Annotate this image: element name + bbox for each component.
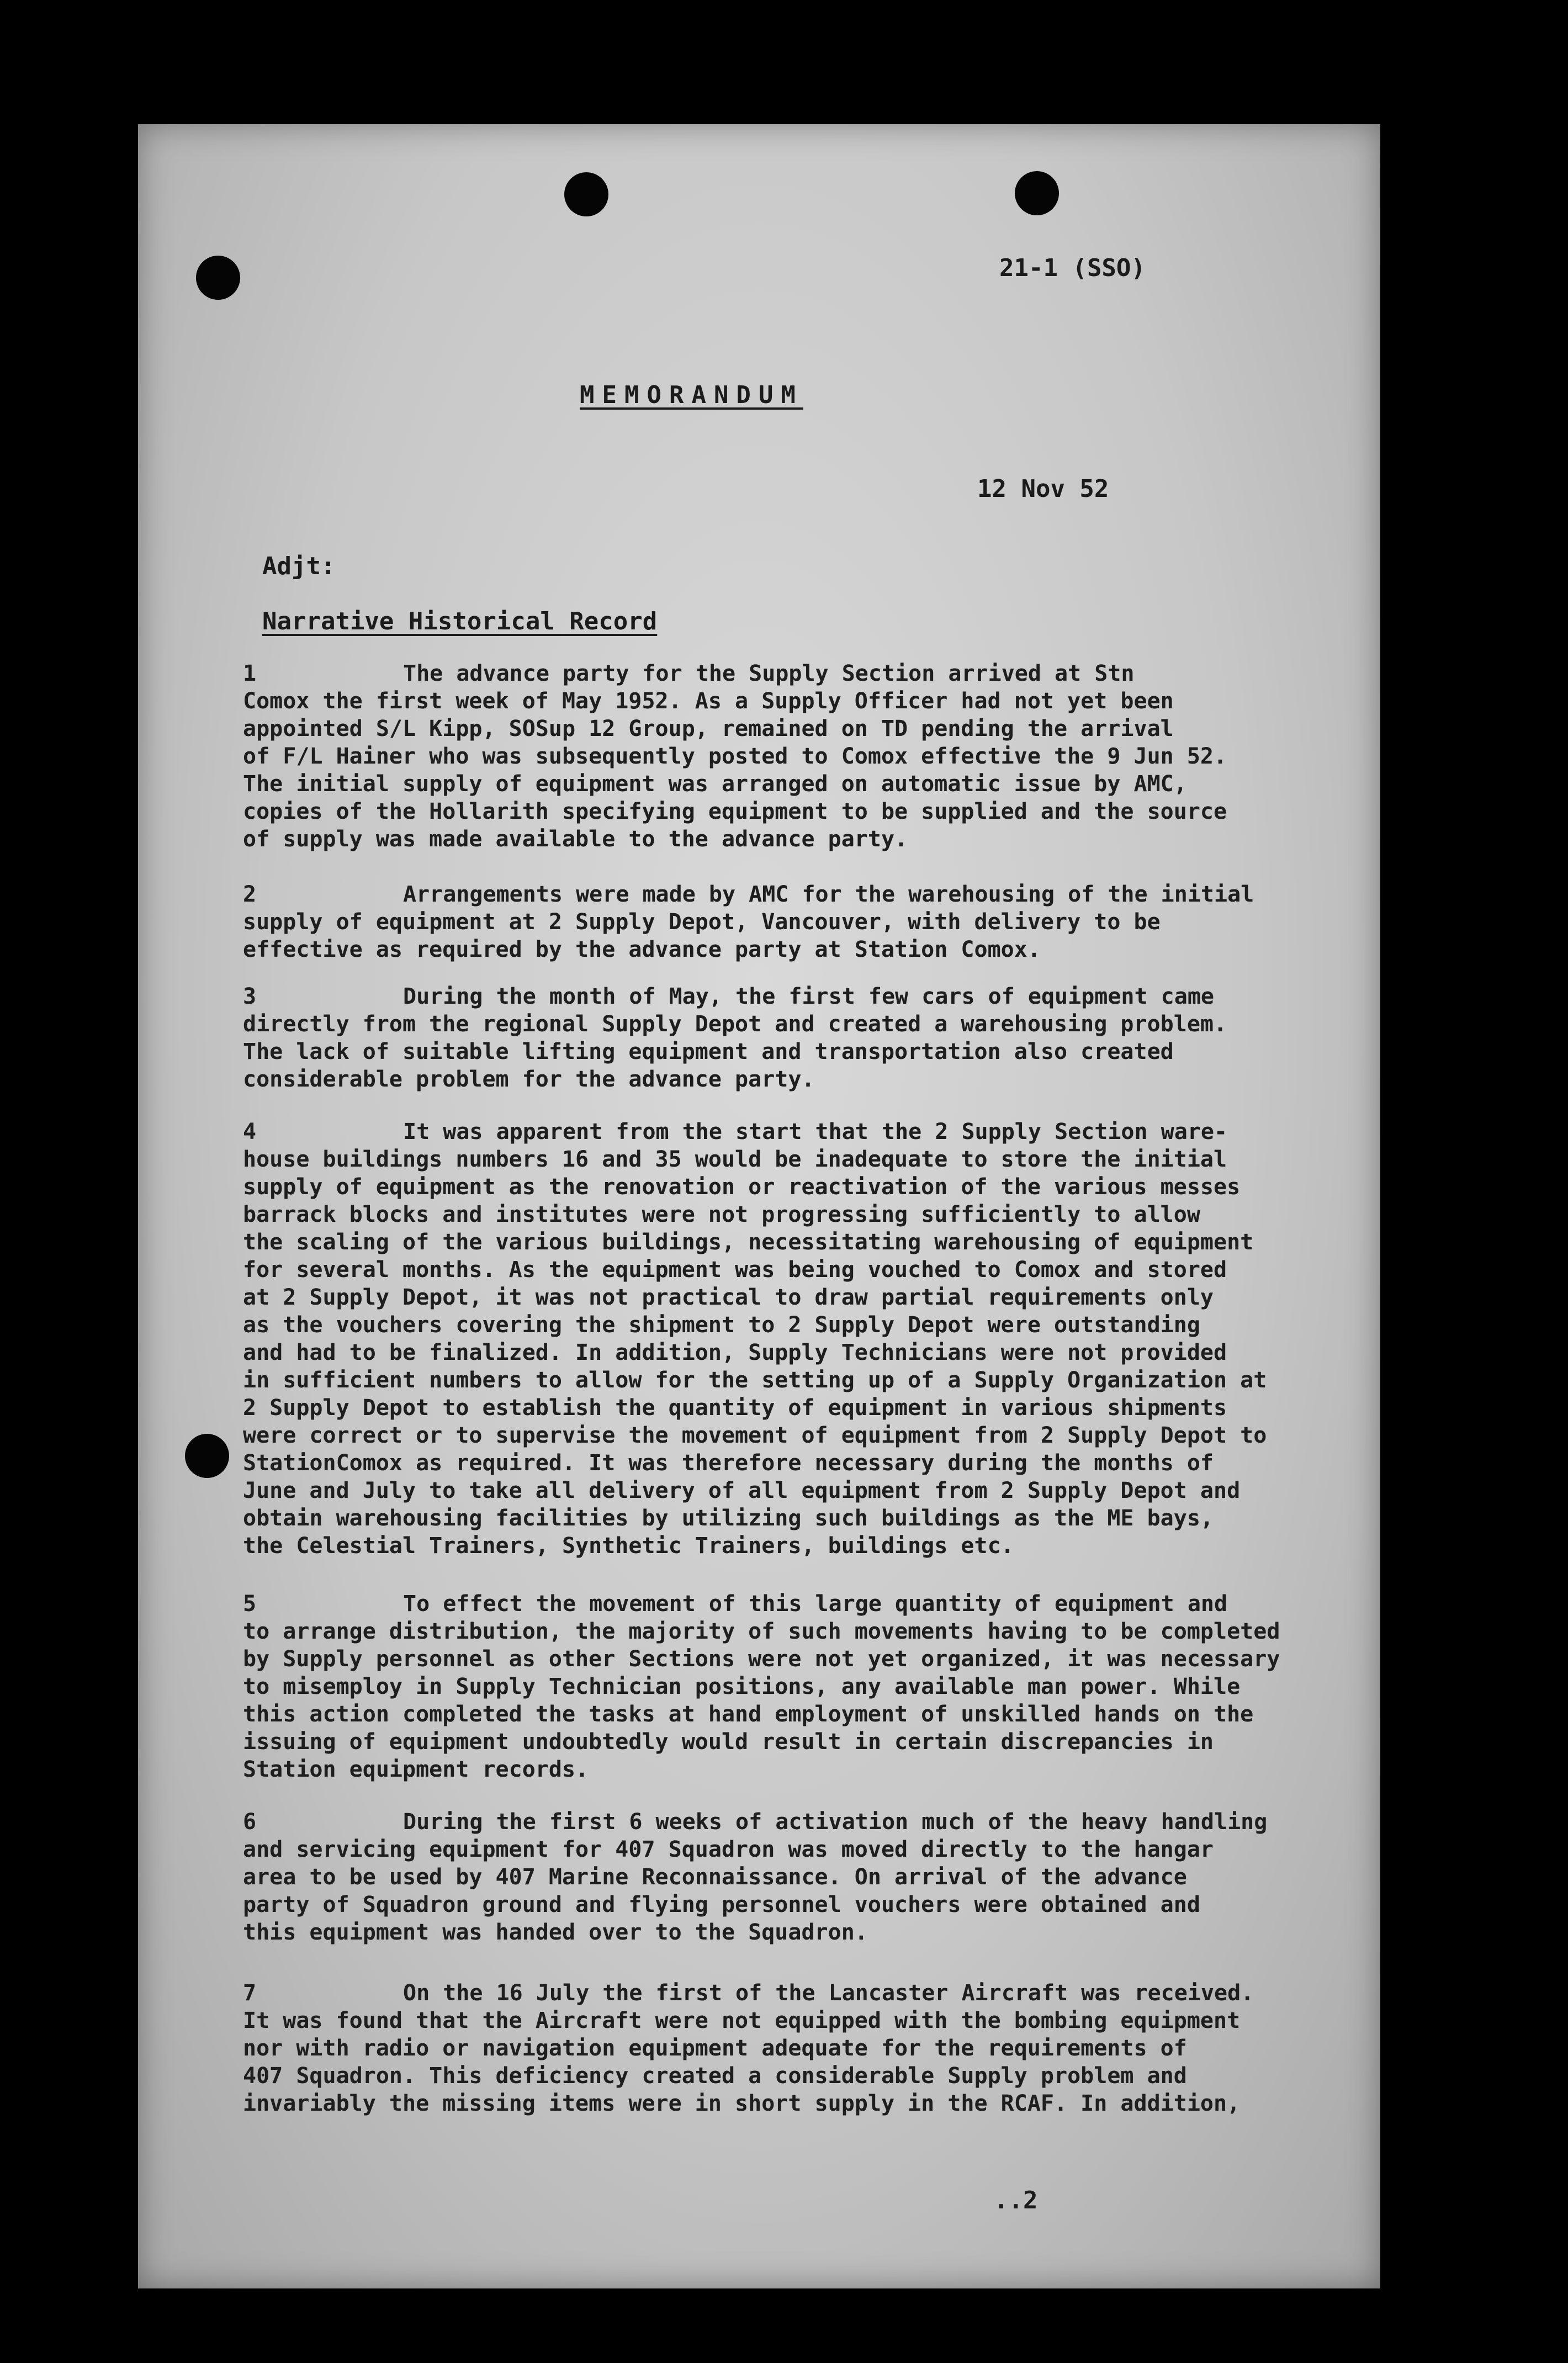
paragraph-line: area to be used by 407 Marine Reconnaissance. On arrival of the advance [243,1864,1187,1890]
paragraph-line: Station equipment records. [243,1757,589,1782]
paragraph-number: 3 [243,984,257,1009]
paragraph-line: were correct or to supervise the movement of equipment from 2 Supply Depot to [243,1423,1267,1448]
paragraph-line: party of Squadron ground and flying personnel vouchers were obtained and [243,1892,1200,1917]
paragraph-line: this action completed the tasks at hand employment of unskilled hands on the [243,1702,1254,1727]
paragraph-line: StationComox as required. It was therefore necessary during the months of [243,1450,1214,1476]
paragraph-line: obtain warehousing facilities by utilizing such buildings as the ME bays, [243,1506,1214,1531]
paragraph-line: the Celestial Trainers, Synthetic Trainers, buildings etc. [243,1533,1014,1559]
paragraph-line [243,660,1336,687]
paragraph-number: 1 [243,661,257,686]
paragraph-line: to arrange distribution, the majority of such movements having to be completed [243,1619,1280,1644]
paragraph-text: The advance party for the Supply Section arrived at Stn [403,661,1135,686]
paragraph-line: issuing of equipment undoubtedly would result in certain discrepancies in [243,1729,1214,1755]
paragraph-line: invariably the missing items were in short supply in the RCAF. In addition, [243,2091,1241,2116]
paragraph-line: at 2 Supply Depot, it was not practical to draw partial requirements only [243,1285,1214,1310]
page-continuation: ..2 [994,2186,1038,2214]
paragraph-text: During the first 6 weeks of activation much of the heavy handling [403,1809,1268,1835]
paragraph-line: house buildings numbers 16 and 35 would be inadequate to store the initial [243,1147,1227,1172]
paragraph-line: and servicing equipment for 407 Squadron was moved directly to the hangar [243,1837,1214,1862]
paragraph-line [243,1979,1336,2007]
paragraph-number: 2 [243,882,257,907]
paragraph-text: On the 16 July the first of the Lancaster Aircraft was received. [403,1980,1254,2006]
paragraph [243,1979,1336,2117]
paragraph-line: considerable problem for the advance party. [243,1067,815,1092]
paragraph-line: directly from the regional Supply Depot and created a warehousing problem. [243,1011,1227,1037]
paragraph-line: 2 Supply Depot to establish the quantity of equipment in various shipments [243,1395,1227,1421]
paragraph-line: It was found that the Aircraft were not equipped with the bombing equipment [243,2008,1241,2033]
punch-hole-icon [196,256,240,300]
paragraph-line: The initial supply of equipment was arranged on automatic issue by AMC, [243,771,1187,797]
paragraph-line: supply of equipment as the renovation or reactivation of the various messes [243,1174,1241,1200]
paragraph [243,1590,1336,1783]
paragraph-line [243,983,1336,1010]
paragraph-line [243,881,1336,908]
paragraph [243,983,1336,1093]
paragraph-line: the scaling of the various buildings, necessitating warehousing of equipment [243,1230,1254,1255]
paragraph-line [243,1808,1336,1836]
paragraph-line: and had to be finalized. In addition, Supply Technicians were not provided [243,1340,1227,1365]
paragraph [243,660,1336,853]
document-title: MEMORANDUM [580,381,803,409]
addressee: Adjt: [262,552,336,580]
paragraph-text: It was apparent from the start that the 2 Supply Section ware- [403,1119,1228,1145]
paragraph-line: of supply was made available to the advance party. [243,826,908,852]
paragraph-line: The lack of suitable lifting equipment and transportation also created [243,1039,1174,1064]
punch-hole-icon [1015,171,1059,215]
paragraph-text: Arrangements were made by AMC for the warehousing of the initial [403,882,1254,907]
paragraph-line: appointed S/L Kipp, SOSup 12 Group, remained on TD pending the arrival [243,716,1174,741]
memo-date: 12 Nov 52 [977,475,1109,503]
paragraph-number: 4 [243,1119,257,1145]
paragraph [243,1118,1336,1560]
paragraph-line: effective as required by the advance party at Station Comox. [243,937,1041,962]
paragraph-line: June and July to take all delivery of all equipment from 2 Supply Depot and [243,1478,1241,1503]
paragraph [243,1808,1336,1946]
paragraph-line: Comox the first week of May 1952. As a Supply Officer had not yet been [243,688,1174,714]
paragraph-line: 407 Squadron. This deficiency created a considerable Supply problem and [243,2063,1187,2089]
paragraph-line: this equipment was handed over to the Squadron. [243,1920,868,1945]
punch-hole-icon [185,1434,229,1478]
paragraph-number: 6 [243,1809,257,1835]
paragraph-line: for several months. As the equipment was being vouched to Comox and stored [243,1257,1227,1283]
paragraph-line: as the vouchers covering the shipment to 2 Supply Depot were outstanding [243,1312,1200,1338]
paragraph-number: 7 [243,1980,257,2006]
paragraph-text: During the month of May, the first few cars of equipment came [403,984,1215,1009]
paragraph-line: supply of equipment at 2 Supply Depot, Vancouver, with delivery to be [243,909,1161,935]
paragraph-number: 5 [243,1591,257,1617]
paragraph-line: nor with radio or navigation equipment adequate for the requirements of [243,2036,1187,2061]
paragraph-line: to misemploy in Supply Technician positions, any available man power. While [243,1674,1241,1699]
paragraph [243,881,1336,963]
paragraph-line: copies of the Hollarith specifying equipment to be supplied and the source [243,799,1227,824]
subject-heading: Narrative Historical Record [262,607,658,635]
paragraph-line: in sufficient numbers to allow for the setting up of a Supply Organization at [243,1368,1267,1393]
paragraph-line [243,1118,1336,1146]
punch-hole-icon [564,172,608,216]
paragraph-text: To effect the movement of this large quantity of equipment and [403,1591,1228,1617]
paragraph-line: of F/L Hainer who was subsequently posted to Comox effective the 9 Jun 52. [243,744,1227,769]
file-reference: 21-1 (SSO) [999,254,1146,282]
paragraph-line: by Supply personnel as other Sections were not yet organized, it was necessary [243,1646,1280,1672]
paragraph-line [243,1590,1336,1618]
paragraph-line: barrack blocks and institutes were not progressing sufficiently to allow [243,1202,1200,1227]
